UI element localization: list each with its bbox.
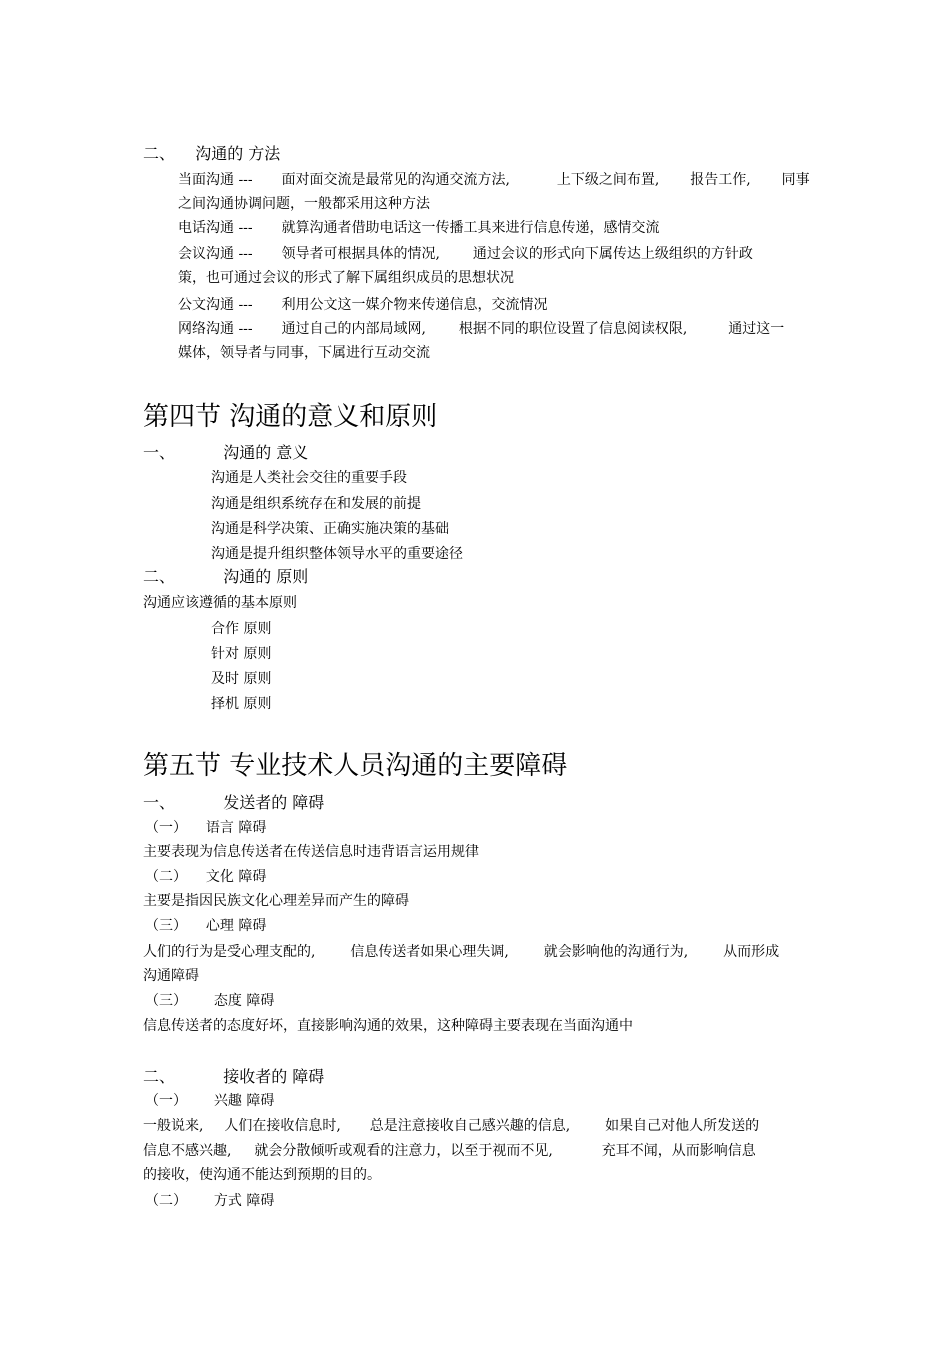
section-heading-methods [143,144,280,164]
heading-number: 一、 [143,443,176,462]
text-run: 就算沟通者借助电话这一传播工具来进行信息传递，感情交流 [281,220,660,236]
text-run: 通过会议的形式向下属传达上级组织的方针政 [472,246,753,262]
text-run: 通过这一 [728,321,785,337]
text-run: 人们的行为是受心理支配的, [143,944,316,960]
section-heading-sender [143,793,324,813]
paragraph-line: 策，也可通过会议的形式了解下属组织成员的思想状况 [178,270,514,286]
list-item: 择机 原则 [211,696,272,712]
paragraph-line [178,320,784,338]
chapter-title-section4: 第四节 沟通的意义和原则 [143,402,438,432]
subheading-number: （三） [145,918,187,934]
subheading-text: 心理 障碍 [205,918,267,934]
paragraph-line [178,219,660,237]
text-run: 利用公文这一媒介物来传递信息，交流情况 [281,297,548,313]
heading-number: 二、 [143,1067,176,1086]
subheading-text: 文化 障碍 [205,869,267,885]
text-run: 就会影响他的沟通行为, [543,944,689,960]
text-run: 信息传送者如果心理失调, [350,944,509,960]
text-run: 面对面交流是最常见的沟通交流方法, [281,172,511,188]
paragraph-line: 沟通障碍 [143,968,199,984]
text-run: 通过自己的内部局域网, [281,321,427,337]
text-run: 总是注意接收自己感兴趣的信息, [369,1118,571,1134]
method-label-phone: 电话沟通 --- [178,220,253,236]
heading-text: 沟通的 意义 [223,443,309,462]
text-run: 报告工作, [690,172,751,188]
list-item: 沟通是人类社会交往的重要手段 [211,470,407,486]
text-run: 同事 [781,172,810,188]
heading-number: 一、 [143,793,176,812]
subheading-text: 态度 障碍 [213,993,275,1009]
text-run: 一般说来, [143,1118,204,1134]
list-item: 沟通是组织系统存在和发展的前提 [211,496,421,512]
paragraph-line: 主要是指因民族文化心理差异而产生的障碍 [143,893,409,909]
paragraph-line: 沟通应该遵循的基本原则 [143,595,297,611]
method-label-network: 网络沟通 --- [178,321,253,337]
paragraph-line: 信息传送者的态度好坏，直接影响沟通的效果，这种障碍主要表现在当面沟通中 [143,1018,633,1034]
list-item: 及时 原则 [211,671,272,687]
text-run: 从而形成 [723,944,780,960]
subheading-text: 兴趣 障碍 [213,1093,275,1109]
section-heading-meaning [143,443,308,463]
subheading [145,992,274,1010]
text-run: 根据不同的职位设置了信息阅读权限, [458,321,688,337]
paragraph-line: 主要表现为信息传送者在传送信息时违背语言运用规律 [143,844,479,860]
section-heading-principles [143,567,308,587]
list-item: 针对 原则 [211,646,272,662]
text-run: 充耳不闻，从而影响信息 [601,1143,756,1159]
heading-text: 沟通的 原则 [223,567,309,586]
section-heading-receiver [143,1067,324,1087]
paragraph-line: 之间沟通协调问题，一般都采用这种方法 [178,196,430,212]
subheading-number: （二） [145,869,187,885]
subheading [145,1092,274,1110]
paragraph-line [143,943,779,961]
list-item: 合作 原则 [211,621,272,637]
text-run: 就会分散倾听或观看的注意力，以至于视而不见, [254,1143,553,1159]
text-run: 信息不感兴趣, [143,1143,232,1159]
subheading [145,917,266,935]
text-run: 如果自己对他人所发送的 [605,1118,760,1134]
paragraph-line [143,1142,756,1160]
subheading [145,1192,274,1210]
subheading-number: （一） [145,1093,187,1109]
subheading [145,819,266,837]
paragraph-line: 的接收，使沟通不能达到预期的目的。 [143,1167,381,1183]
subheading-number: （二） [145,1193,187,1209]
subheading-number: （三） [145,993,187,1009]
heading-number: 二、 [143,144,176,163]
text-run: 上下级之间布置, [556,172,660,188]
text-run: 领导者可根据具体的情况, [281,246,441,262]
text-run: 人们在接收信息时, [224,1118,341,1134]
heading-text: 沟通的 方法 [195,144,281,163]
subheading-text: 方式 障碍 [213,1193,275,1209]
heading-number: 二、 [143,567,176,586]
list-item: 沟通是提升组织整体领导水平的重要途径 [211,546,463,562]
method-label-document: 公文沟通 --- [178,297,253,313]
list-item: 沟通是科学决策、正确实施决策的基础 [211,521,449,537]
paragraph-line [178,171,810,189]
subheading-number: （一） [145,820,187,836]
paragraph-line [143,1117,759,1135]
heading-text: 发送者的 障碍 [223,793,325,812]
method-label-meeting: 会议沟通 --- [178,246,253,262]
method-label-face: 当面沟通 --- [178,172,253,188]
paragraph-line: 媒体，领导者与同事，下属进行互动交流 [178,345,430,361]
paragraph-line [178,296,548,314]
heading-text: 接收者的 障碍 [223,1067,325,1086]
paragraph-line [178,245,753,263]
subheading-text: 语言 障碍 [205,820,267,836]
chapter-title-section5: 第五节 专业技术人员沟通的主要障碍 [143,751,568,781]
subheading [145,868,266,886]
